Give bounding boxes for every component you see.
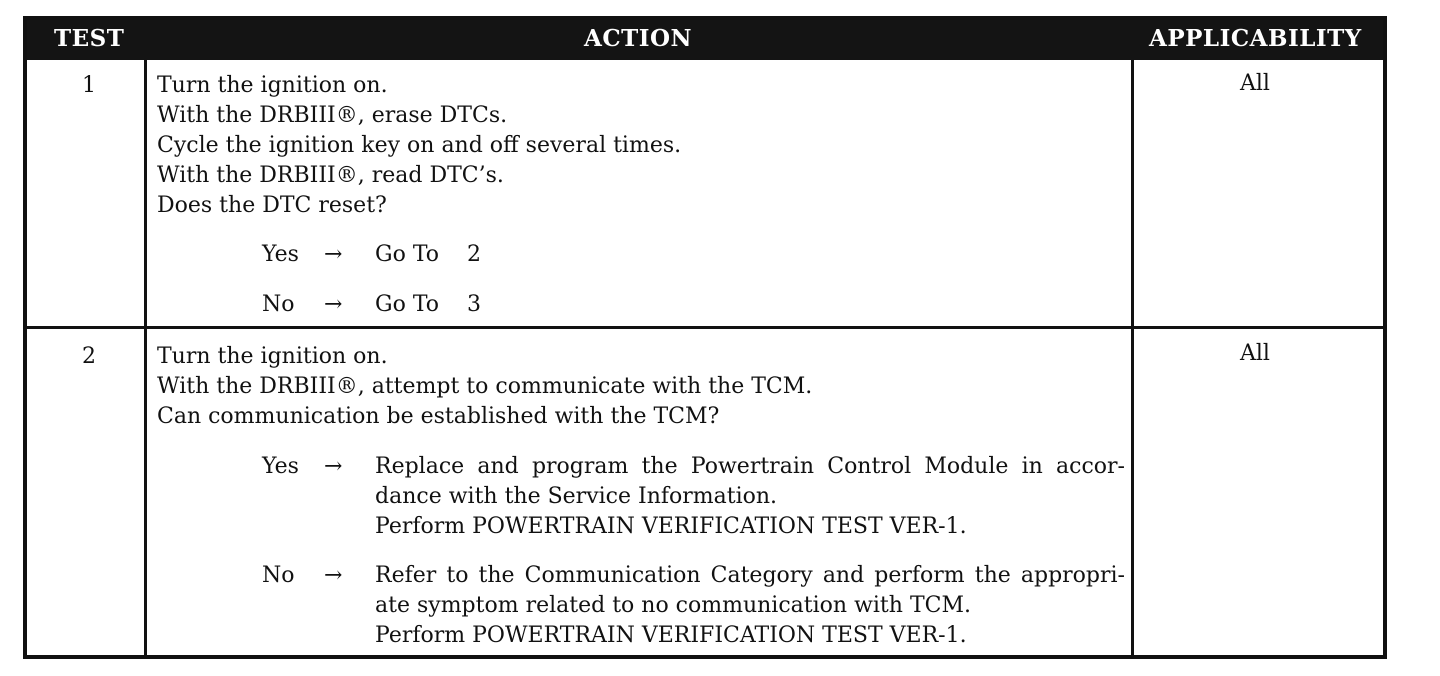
goto-target: 2 bbox=[467, 242, 481, 267]
header-test: TEST bbox=[54, 25, 125, 52]
column-divider bbox=[144, 60, 147, 659]
header-applicability: APPLICABILITY bbox=[1149, 25, 1362, 52]
goto-target: 3 bbox=[467, 292, 481, 317]
result-line: Perform POWERTRAIN VERIFICATION TEST VER-1. bbox=[375, 623, 967, 648]
test-number: 1 bbox=[82, 73, 96, 98]
action-step: With the DRBIII®, read DTC’s. bbox=[157, 163, 504, 188]
action-question: Can communication be established with the TCM? bbox=[157, 404, 720, 429]
result-line: ate symptom related to no communication with TCM. bbox=[375, 593, 971, 618]
result-line: Perform POWERTRAIN VERIFICATION TEST VER-1. bbox=[375, 514, 967, 539]
action-step: Cycle the ignition key on and off several times. bbox=[157, 133, 682, 158]
column-divider bbox=[1131, 60, 1134, 659]
answer-label: Yes bbox=[262, 454, 299, 479]
action-step: Turn the ignition on. bbox=[157, 73, 388, 98]
answer-label: No bbox=[262, 292, 295, 317]
applicability-value: All bbox=[1240, 71, 1270, 96]
row-divider bbox=[27, 326, 1383, 329]
table-header bbox=[27, 20, 1383, 60]
test-number: 2 bbox=[82, 344, 96, 369]
applicability-value: All bbox=[1240, 341, 1270, 366]
arrow-right-icon: → bbox=[324, 563, 343, 588]
result-line: dance with the Service Information. bbox=[375, 484, 778, 509]
arrow-right-icon: → bbox=[324, 292, 343, 317]
arrow-right-icon: → bbox=[324, 454, 343, 479]
result-line: Replace and program the Powertrain Control Module in accor- bbox=[375, 454, 1125, 479]
result-line: Refer to the Communication Category and perform the appropri- bbox=[375, 563, 1125, 588]
action-step: Turn the ignition on. bbox=[157, 344, 388, 369]
action-step: With the DRBIII®, attempt to communicate with the TCM. bbox=[157, 374, 813, 399]
action-step: With the DRBIII®, erase DTCs. bbox=[157, 103, 508, 128]
action-question: Does the DTC reset? bbox=[157, 193, 387, 218]
arrow-right-icon: → bbox=[324, 242, 343, 267]
diagnostic-test-table bbox=[23, 16, 1387, 659]
goto-label: Go To bbox=[375, 242, 440, 267]
answer-label: Yes bbox=[262, 242, 299, 267]
goto-label: Go To bbox=[375, 292, 440, 317]
answer-label: No bbox=[262, 563, 295, 588]
header-action: ACTION bbox=[584, 25, 693, 52]
